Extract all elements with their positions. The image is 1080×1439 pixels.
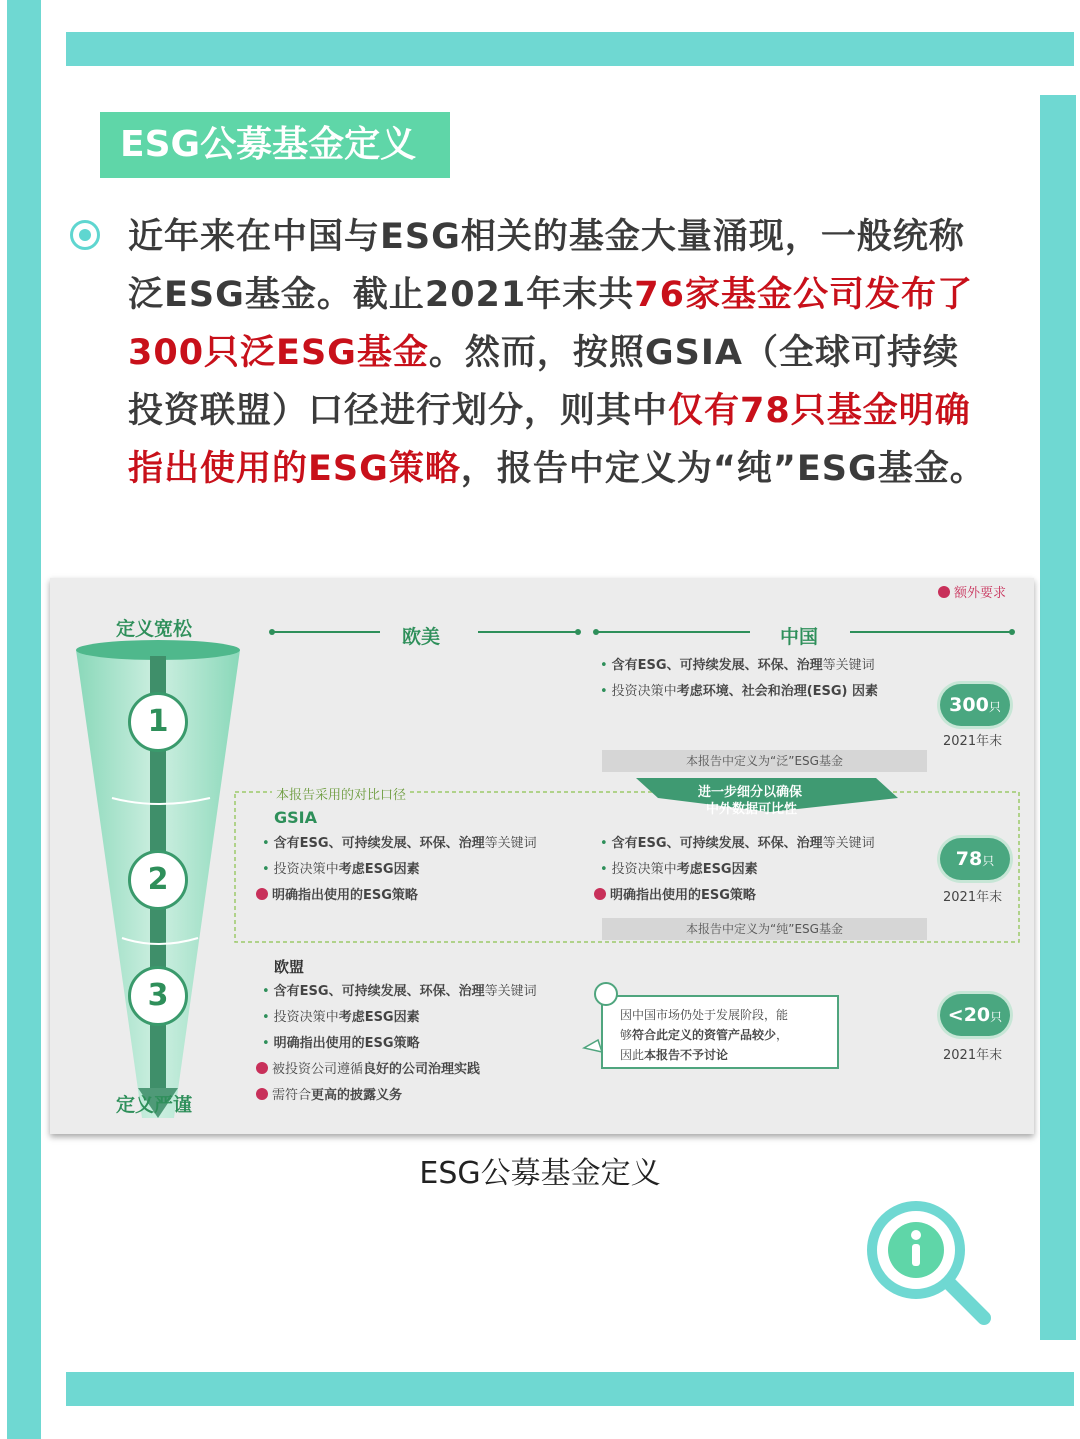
esg-definition-figure bbox=[50, 578, 1034, 1134]
loose-label: 定义宽松 bbox=[116, 618, 193, 640]
pure-definition-bar: 本报告中定义为“纯”ESG基金 bbox=[602, 918, 927, 940]
star-badge-icon bbox=[938, 586, 950, 598]
eu-item-3: • 明确指出使用的ESG策略 bbox=[262, 1036, 420, 1051]
intro-paragraph: 近年来在中国与ESG相关的基金大量涌现，一般统称泛ESG基金。截止2021年末共76家基金公司发布了300只泛ESG基金。然而，按照GSIA（全球可持续投资联盟）口径进行划分，则其中仅有78只基金明确指出使用的ESG策略，报告中定义为“纯”ESG基金。 bbox=[128, 217, 986, 489]
eu-extra-2: 需符合更高的披露义务 bbox=[256, 1084, 402, 1103]
figure-graphics bbox=[50, 578, 1034, 1134]
compare-label: 本报告采用的对比口径 bbox=[272, 784, 410, 803]
count-year-2: 2021年末 bbox=[943, 890, 1003, 905]
section-title: ESG公募基金定义 bbox=[100, 112, 450, 178]
china-s2-item-2: • 投资决策中考虑ESG因素 bbox=[600, 862, 758, 877]
arrow-text-1: 进一步细分以确保 bbox=[698, 785, 803, 800]
star-badge-icon bbox=[594, 888, 606, 900]
info-magnifier-icon bbox=[862, 1196, 1002, 1336]
stage-1-badge: 1 bbox=[128, 692, 188, 752]
star-badge-icon bbox=[256, 1062, 268, 1074]
column-west: 欧美 bbox=[402, 626, 441, 648]
count-year-3: 2021年末 bbox=[943, 1048, 1003, 1063]
china-s2-item-1: • 含有ESG、可持续发展、环保、治理等关键词 bbox=[600, 836, 875, 851]
china-s2-extra: 明确指出使用的ESG策略 bbox=[594, 884, 756, 903]
eu-extra-1: 被投资公司遵循良好的公司治理实践 bbox=[256, 1058, 480, 1077]
broad-definition-bar: 本报告中定义为“泛”ESG基金 bbox=[602, 750, 927, 772]
count-badge-20: <20只 bbox=[940, 994, 1010, 1036]
strict-label: 定义严谨 bbox=[116, 1094, 193, 1116]
count-badge-300: 300只 bbox=[940, 684, 1010, 726]
eu-title: 欧盟 bbox=[274, 958, 305, 976]
star-badge-icon bbox=[256, 888, 268, 900]
frame-bottom-bar bbox=[66, 1372, 1074, 1406]
star-badge-icon bbox=[256, 1088, 268, 1100]
column-china: 中国 bbox=[780, 626, 819, 648]
stage-2-badge: 2 bbox=[128, 850, 188, 910]
note-line-1: 因中国市场仍处于发展阶段，能 bbox=[620, 1008, 789, 1022]
gsia-item-2: • 投资决策中考虑ESG因素 bbox=[262, 862, 420, 877]
extra-requirement-legend: 额外要求 bbox=[938, 582, 1006, 601]
count-badge-78: 78只 bbox=[940, 838, 1010, 880]
frame-left-bar bbox=[7, 0, 41, 1439]
eu-item-2: • 投资决策中考虑ESG因素 bbox=[262, 1010, 420, 1025]
gsia-item-1: • 含有ESG、可持续发展、环保、治理等关键词 bbox=[262, 836, 537, 851]
stage-3-badge: 3 bbox=[128, 966, 188, 1026]
gsia-extra: 明确指出使用的ESG策略 bbox=[256, 884, 418, 903]
bullet-icon bbox=[70, 220, 100, 250]
gsia-title: GSIA bbox=[274, 808, 317, 827]
arrow-text-2: 中外数据可比性 bbox=[706, 802, 798, 817]
count-year-1: 2021年末 bbox=[943, 734, 1003, 749]
eu-item-1: • 含有ESG、可持续发展、环保、治理等关键词 bbox=[262, 984, 537, 999]
china-s1-item-1: • 含有ESG、可持续发展、环保、治理等关键词 bbox=[600, 658, 875, 673]
china-s1-item-2: • 投资决策中考虑环境、社会和治理(ESG) 因素 bbox=[600, 684, 879, 699]
note-line-2: 够符合此定义的资管产品较少， bbox=[620, 1028, 789, 1042]
figure-caption: ESG公募基金定义 bbox=[419, 1156, 661, 1191]
note-line-3: 因此本报告不予讨论 bbox=[620, 1048, 729, 1062]
frame-top-bar bbox=[66, 32, 1074, 66]
